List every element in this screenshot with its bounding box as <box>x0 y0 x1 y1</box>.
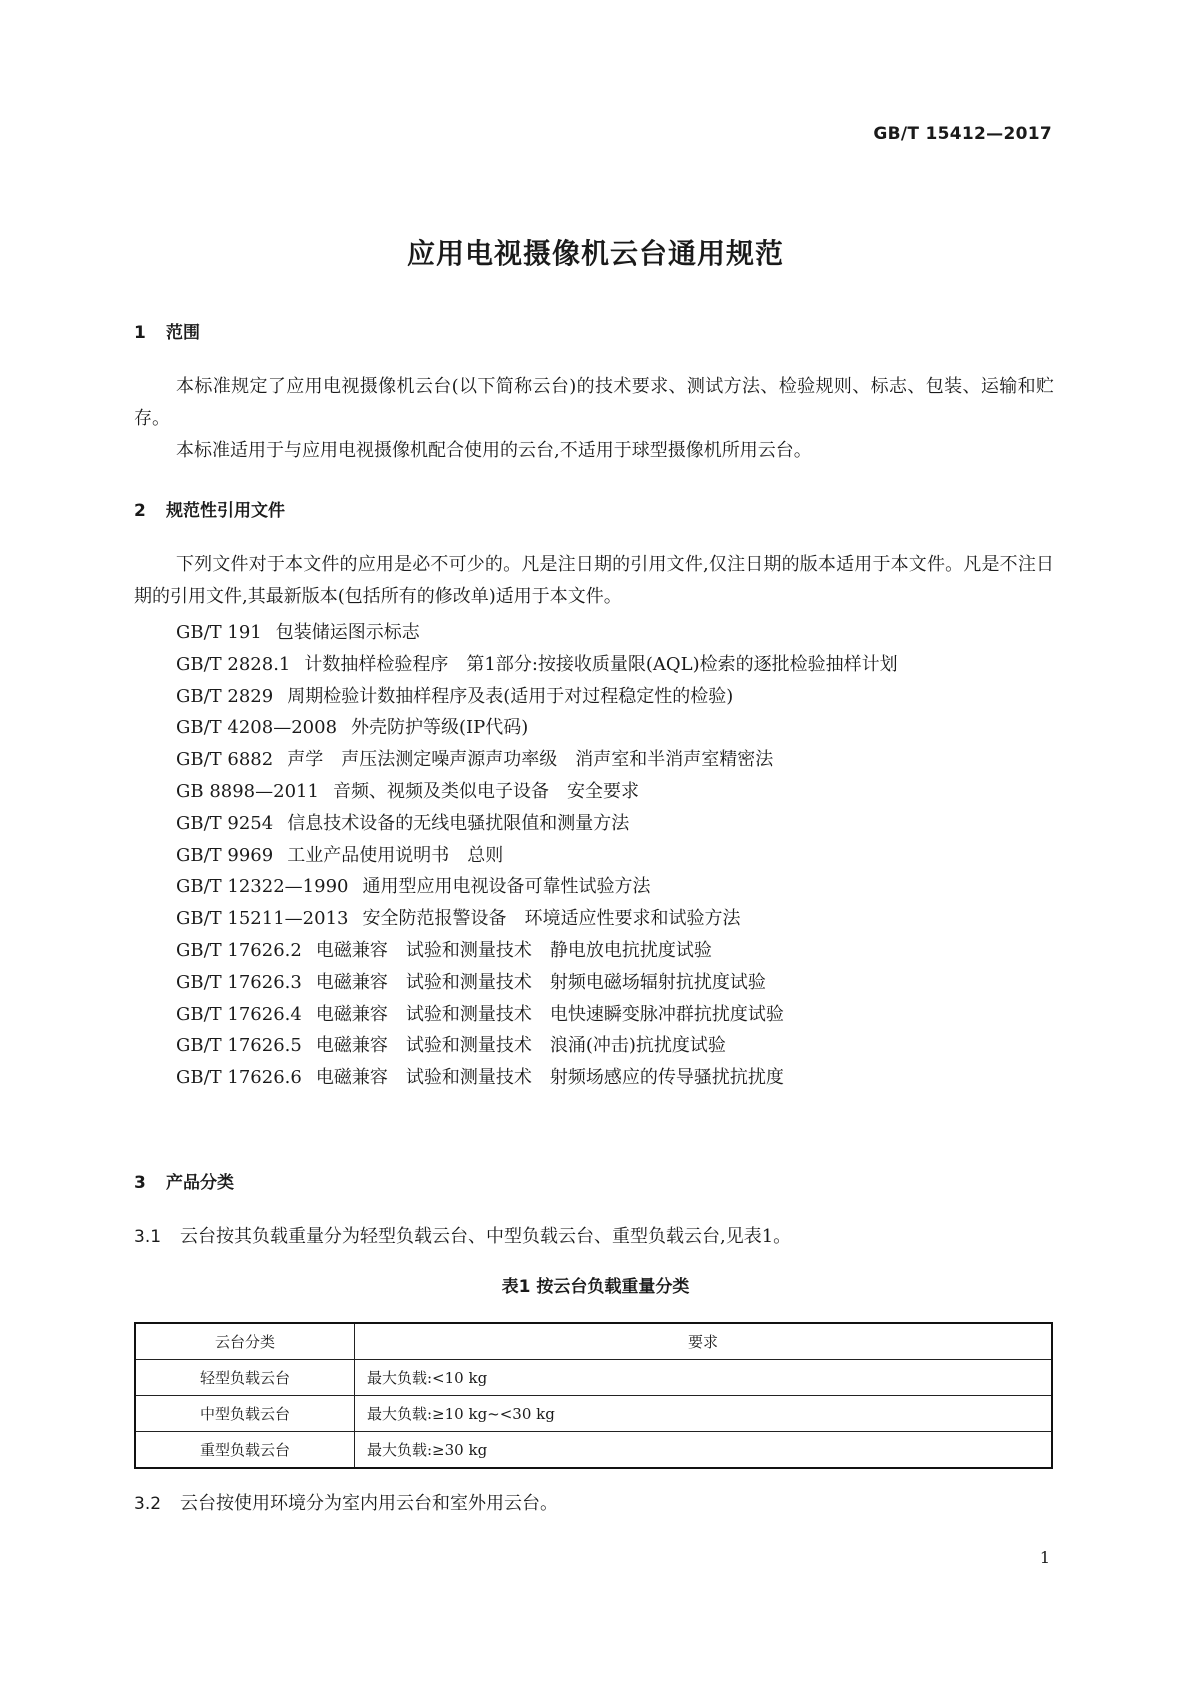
reference-item <box>176 1030 898 1062</box>
section-number: 1 <box>134 323 146 343</box>
reference-code: GB/T 17626.4 <box>176 1003 302 1025</box>
reference-item <box>176 967 898 999</box>
reference-title-part: 试验和测量技术 <box>405 1035 532 1057</box>
table-header-cell: 云台分类 <box>135 1323 355 1360</box>
reference-code: GB/T 6882 <box>176 749 274 771</box>
reference-title: 电磁兼容 <box>315 939 388 961</box>
reference-title: 外壳防护等级(IP代码) <box>351 717 529 739</box>
reference-title: 周期检验计数抽样程序及表(适用于对过程稳定性的检验) <box>287 685 734 707</box>
reference-code: GB/T 17626.2 <box>176 939 302 961</box>
reference-title-part: 射频电磁场辐射抗扰度试验 <box>549 971 766 993</box>
table-cell-requirement: 最大负载:≥30 kg <box>355 1432 1053 1469</box>
reference-title-part: 静电放电抗扰度试验 <box>549 939 712 961</box>
reference-code: GB/T 2829 <box>176 685 274 707</box>
reference-title-part: 试验和测量技术 <box>405 971 532 993</box>
reference-title-part: 环境适应性要求和试验方法 <box>524 908 741 930</box>
reference-title-part: 试验和测量技术 <box>405 1067 532 1089</box>
reference-code: GB/T 12322—1990 <box>176 876 349 898</box>
section-number: 2 <box>134 501 146 521</box>
reference-title: 电磁兼容 <box>315 1003 388 1025</box>
clause-3-2 <box>134 1489 558 1515</box>
clause-3-1 <box>134 1222 791 1248</box>
table-header-cell: 要求 <box>355 1323 1053 1360</box>
reference-item <box>176 617 898 649</box>
reference-item <box>176 776 898 808</box>
reference-title: 包装储运图示标志 <box>275 622 420 643</box>
section-1-paragraph-2: 本标准适用于与应用电视摄像机配合使用的云台,不适用于球型摄像机所用云台。 <box>176 440 812 461</box>
reference-title: 通用型应用电视设备可靠性试验方法 <box>362 876 651 898</box>
reference-item <box>176 840 898 872</box>
reference-code: GB/T 9254 <box>176 812 274 834</box>
reference-title-part: 安全要求 <box>566 780 639 802</box>
table-cell-category: 中型负载云台 <box>135 1396 355 1432</box>
reference-item <box>176 1062 898 1094</box>
reference-list <box>176 617 898 1094</box>
reference-title: 安全防范报警设备 <box>362 908 507 930</box>
reference-code: GB/T 17626.5 <box>176 1035 302 1057</box>
clause-number: 3.2 <box>134 1494 162 1514</box>
reference-code: GB/T 17626.6 <box>176 1067 302 1089</box>
reference-title-part: 总则 <box>467 844 504 866</box>
reference-item <box>176 744 898 776</box>
section-title: 范围 <box>166 323 200 343</box>
reference-title-part: 试验和测量技术 <box>405 1003 532 1025</box>
reference-item <box>176 649 898 681</box>
reference-title: 声学 <box>287 749 324 771</box>
reference-title: 工业产品使用说明书 <box>287 844 450 866</box>
reference-item <box>176 712 898 744</box>
table-caption: 表1 按云台负载重量分类 <box>501 1277 690 1297</box>
section-1-heading <box>134 318 200 343</box>
reference-title: 电磁兼容 <box>315 1067 388 1089</box>
page-number: 1 <box>1039 1548 1050 1567</box>
table-row <box>135 1360 1052 1396</box>
section-number: 3 <box>134 1173 146 1193</box>
reference-item <box>176 935 898 967</box>
table-header-row <box>135 1323 1052 1360</box>
reference-title-part: 第1部分:按接收质量限(AQL)检索的逐批检验抽样计划 <box>466 653 898 675</box>
section-2-heading <box>134 496 285 521</box>
reference-item <box>176 871 898 903</box>
reference-title-part: 电快速瞬变脉冲群抗扰度试验 <box>549 1003 784 1025</box>
section-2-intro: 下列文件对于本文件的应用是必不可少的。凡是注日期的引用文件,仅注日期的版本适用于本文件。凡是不注日期的引用文件,其最新版本(包括所有的修改单)适用于本文件。 <box>134 554 1054 607</box>
reference-code: GB/T 191 <box>176 622 262 643</box>
reference-title-part: 射频场感应的传导骚扰抗扰度 <box>549 1067 784 1089</box>
table-row <box>135 1432 1052 1469</box>
table-cell-requirement: 最大负载:<10 kg <box>355 1360 1053 1396</box>
section-1-paragraph-1: 本标准规定了应用电视摄像机云台(以下简称云台)的技术要求、测试方法、检验规则、标志、包装、运输和贮存。 <box>134 376 1054 429</box>
table-row <box>135 1396 1052 1432</box>
reference-code: GB/T 4208—2008 <box>176 717 338 739</box>
reference-item <box>176 681 898 713</box>
reference-code: GB/T 17626.3 <box>176 971 302 993</box>
reference-code: GB/T 15211—2013 <box>176 908 349 930</box>
reference-item <box>176 999 898 1031</box>
reference-title: 电磁兼容 <box>315 971 388 993</box>
reference-title-part: 声压法测定噪声源声功率级 <box>341 749 558 771</box>
table-cell-requirement: 最大负载:≥10 kg~<30 kg <box>355 1396 1053 1432</box>
reference-code: GB 8898—2011 <box>176 780 319 802</box>
reference-code: GB/T 9969 <box>176 844 274 866</box>
clause-number: 3.1 <box>134 1227 162 1247</box>
reference-title-part: 浪涌(冲击)抗扰度试验 <box>549 1035 726 1057</box>
reference-title-part: 消声室和半消声室精密法 <box>575 749 774 771</box>
standard-code: GB/T 15412—2017 <box>873 124 1052 144</box>
table-cell-category: 重型负载云台 <box>135 1432 355 1469</box>
reference-title: 电磁兼容 <box>315 1035 388 1057</box>
reference-title: 计数抽样检验程序 <box>304 653 449 675</box>
reference-item <box>176 808 898 840</box>
reference-code: GB/T 2828.1 <box>176 653 291 675</box>
section-title: 产品分类 <box>166 1173 234 1193</box>
document-title: 应用电视摄像机云台通用规范 <box>406 237 784 270</box>
section-3-heading <box>134 1168 234 1193</box>
reference-title: 音频、视频及类似电子设备 <box>332 780 549 802</box>
clause-text: 云台按其负载重量分为轻型负载云台、中型负载云台、重型负载云台,见表1。 <box>180 1226 792 1247</box>
reference-item <box>176 903 898 935</box>
reference-title-part: 试验和测量技术 <box>405 939 532 961</box>
section-title: 规范性引用文件 <box>166 501 285 521</box>
table-cell-category: 轻型负载云台 <box>135 1360 355 1396</box>
clause-text: 云台按使用环境分为室内用云台和室外用云台。 <box>180 1493 558 1514</box>
reference-title: 信息技术设备的无线电骚扰限值和测量方法 <box>287 812 630 834</box>
load-classification-table <box>134 1322 1053 1469</box>
